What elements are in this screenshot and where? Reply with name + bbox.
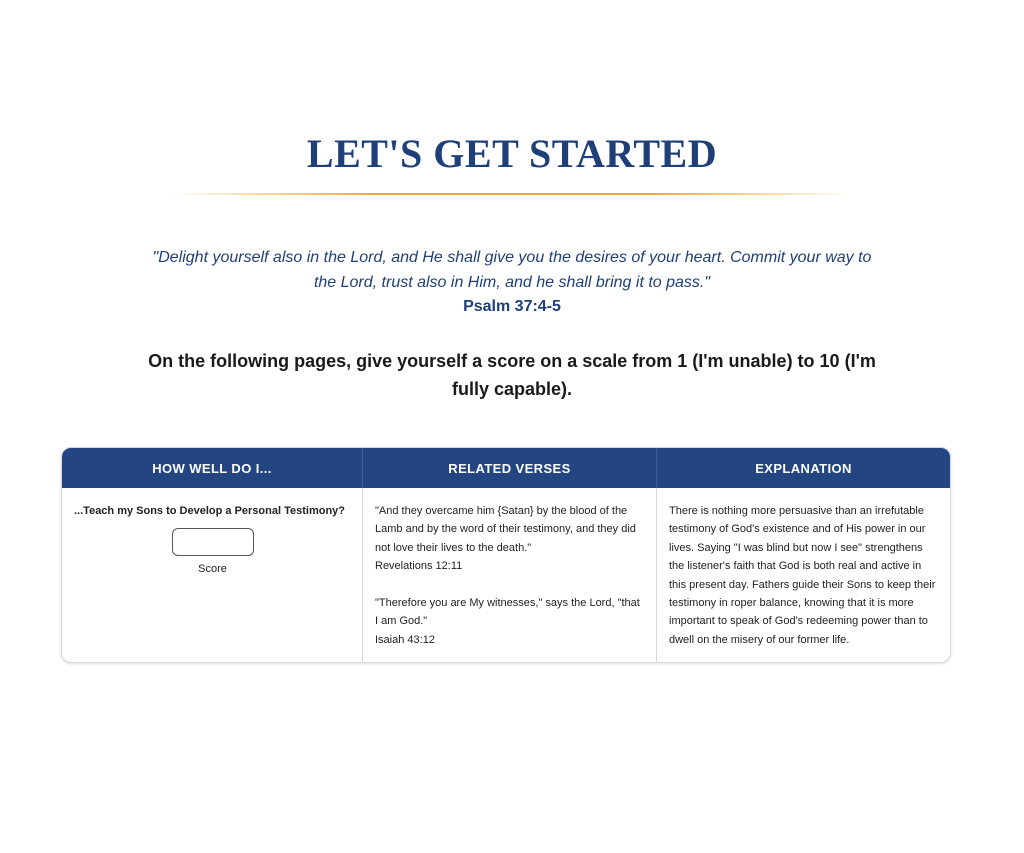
header-how-well: HOW WELL DO I... [62, 448, 363, 488]
verses-cell [363, 488, 657, 662]
question-cell [62, 488, 363, 662]
explanation-cell [657, 488, 950, 662]
verse-reference-2: Isaiah 43:12 [375, 633, 435, 646]
table-header [62, 448, 950, 488]
page-title: LET'S GET STARTED [306, 131, 718, 176]
question-text: ...Teach my Sons to Develop a Personal Testimony? [74, 505, 345, 517]
score-label: Score [198, 563, 227, 575]
table-row [62, 488, 950, 662]
header-related-verses: RELATED VERSES [363, 448, 657, 488]
title-divider [170, 193, 854, 195]
assessment-table [61, 447, 951, 663]
explanation-text: There is nothing more persuasive than an irrefutable testimony of God's existence and of His power in our lives. Saying "I was blind but now I see" strengthens the listener's faith that God is both real and active in this present day. Fathers guide their Sons to keep their testimony in roper balance, knowing that it is more important to speak of God's redeeming power than to dwell on the misery of our former life. [669, 505, 936, 646]
quote-reference: Psalm 37:4-5 [463, 298, 561, 315]
verse-text-2: "Therefore you are My witnesses," says the Lord, "that I am God." [375, 597, 640, 628]
scripture-quote [140, 245, 884, 319]
verse-reference-1: Revelations 12:11 [375, 560, 463, 573]
score-field-wrapper [74, 528, 351, 577]
header-explanation: EXPLANATION [755, 460, 852, 476]
quote-text: "Delight yourself also in the Lord, and He shall give you the desires of your heart. Commit your way to the Lord, trust also in Him, and he shall bring it to pass." [152, 249, 872, 291]
instructions-text: On the following pages, give yourself a score on a scale from 1 (I'm unable) to 10 (I'm fully capable). [148, 351, 876, 399]
verse-text-1: "And they overcame him {Satan} by the blood of the Lamb and by the word of their testimony, and they did not love their lives to the death." [375, 505, 636, 554]
score-input[interactable] [172, 528, 254, 556]
